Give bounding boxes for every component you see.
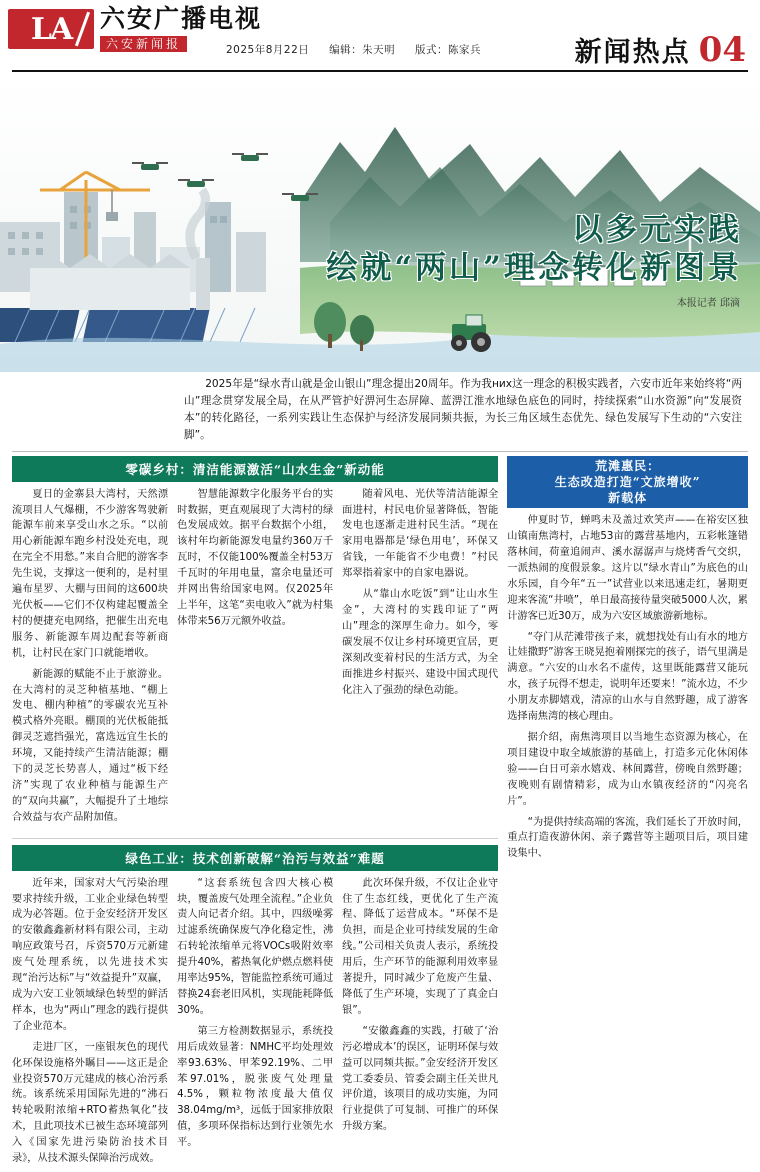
zero-carbon-col-3 [342,487,498,831]
paragraph: “这套系统包含四大核心模块，覆盖废气处理全流程。”企业负责人向记者介绍。其中，四级噪雾过滤系统确保废气净化稳定性，沸石转轮浓缩单元将VOCs吸附效率提升40%，蓄热氧化炉燃点燃料使用率达95%，智能监控系统可通过替换24套老旧风机，实现能耗降低30%。 [177,877,334,1016]
editor-credit: 编辑：朱天明 [329,44,396,56]
paragraph: 第三方检测数据显示，系统投用后成效显著：NMHC平均处理效率93.63%、甲苯92.19%、二甲苯97.01%，脱张废气处理量4.5%，颗粒物浓度最大值仅38.04mg/m³，远低于国家排放限值，多项环保指标达到行业领先水平。 [177,1025,334,1149]
wasteland-header-line-1: 荒滩惠民： [595,458,661,473]
paragraph: 走进厂区，一座银灰色的现代化环保设施格外瞩目——这正是企业投资570万元建成的核心治污系统。该系统采用国际先进的“沸石转轮吸附浓缩+RTO蓄热氧化”技术，且此项技术已被生态环境部列入《国家先进污染防治技术目录》，从技术源头保障治污成效。 [12,1041,169,1165]
paragraph: “为提供持续高端的客流，我们延长了开放时间，重点打造夜游休闲、亲子露营等主题项目后，项目建设集中、 [507,816,748,860]
layout-credit: 版式：陈家兵 [414,44,481,56]
wasteland-body [507,513,748,867]
paragraph: 智慧能源数字化服务平台的实时数据，更直观展现了大湾村的绿色发展成效。据平台数据个小组，该村年均新能源发电量约360万千瓦时，不仅能100%覆盖全村53万千瓦时的年用电量，富余电量还可并网出售给国家电网。仅2025年上半年，这笔“卖电收入”就为村集体带来56万元额外收益。 [177,488,334,627]
headline-line-1: 以多元实践 [572,212,742,248]
logo-slash-decor [75,12,90,47]
paragraph: “夺门从茫滩带孩子来，就想找处有山有水的地方让娃撒野”游客王晓晃抱着刚探完的孩子，语气里满是满意。“六安的山水名不虚传，这里既能露营又能玩水，孩子玩得不想走，说明年还要来！”流水边，不少小朋友赤脚嬉戏，清凉的山水与自然野趣，成了游客选择南焦湾的核心理由。 [507,631,748,723]
hero-illustration [0,72,760,372]
masthead [8,0,752,68]
column-right [507,456,748,1172]
lead-divider [12,451,748,452]
hero-headline [326,212,742,288]
green-industry-col-1 [12,876,168,1172]
column-main [12,456,498,1172]
section-bar-wasteland [507,456,748,509]
headline-line-2: 绘就“两山”理念转化新图景 [326,249,742,286]
section-bar-green-industry: 绿色工业：技术创新破解“治污与效益”难题 [12,845,498,871]
paragraph: 仲夏时节，蝉鸣未及盖过欢笑声——在裕安区独山镇南焦湾村，占地53亩的露营基地内，五彩帐篷错落林间，荷童追闹声、溪水潺潺声与烧烤香气交织，一派热闹的度假景象。这片以“绿水青山”为底色的山水乐园，自今年“五一”试营业以来迅速走红，暑期更迎来客流“井喷”，单日最高接待量突破5000人次，累计游客已近30万，成为六安区域旅游新地标。 [507,515,748,622]
logo-mark-icon [8,9,94,49]
paragraph: 从“靠山水吃饭”到“让山水生金”，大湾村的实践印证了“两山”理念的深厚生命力。如今，零碳发展不仅让乡村环境更宜居，更深刻改变着村民的生活方式，为全面推进乡村振兴、建设中国式现代化注入了强劲的绿色动能。 [342,589,499,696]
section-bar-zero-carbon: 零碳乡村：清洁能源激活“山水生金”新动能 [12,456,498,482]
zero-carbon-col-2 [177,487,333,831]
lead-paragraph: 2025年是“绿水青山就是金山银山”理念提出20周年。作为我них这一理念的积极实践者，六安市近年来始终将“两山”理念贯穿发展全局，在从严管护好淠河生态屏障、蓝淠江淮水地绿色底色的同时，持续探索“山水资源”向“发展资本”的转化路径，一系列实践让生态保护与经济发展同频共振，为长三角区域生态优先、绿色发展写下生动的“六安注脚”。 [184,378,742,442]
paragraph: 新能源的赋能不止于旅游业。在大湾村的灵芝种植基地、“棚上发电、棚内种植”的零碳农光互补模式格外亮眼。棚顶的光伏板能抵御灵芝遮挡强光，富选远宜生长的环境，又能持续产生清洁能源；棚下的灵芝长势喜人，通过“板下经济”实现了农业种植与能源生产的“双向共赢”，大幅提升了土地综合效益与农产品附加值。 [12,668,169,823]
section-divider [12,838,498,839]
article-grid [8,456,752,1172]
section-name: 新闻热点 [574,37,691,68]
green-industry-col-3 [342,876,498,1172]
issue-meta [226,42,497,57]
section-header [575,30,746,70]
publication-logo [8,6,262,52]
paragraph: 夏日的金寨县大湾村，天然漂流项目人气爆棚，不少游客驾驶新能源车前来享受山水之乐。“以前用心新能源车跑乡村没处充电，现在完全不用愁。”来自合肥的游客李先生说，支撑这一便利的，是村里遍布星罗、大棚与田间的这600块光伏板——它们不仅构建起覆盖全村的便捷充电网络，把催生出充电服务、新能源车周边配套等新商机，让村民在家门口就能增收。 [12,488,169,659]
paragraph: 随着风电、光伏等清洁能源全面进村，村民电价显著降低，智能发电也逐渐走进村民生活。“现在家用电器都是‘绿色用电’，环保又省钱，一年能省不少电费！”村民郑翠指着家中的自家电器说。 [342,488,499,580]
wasteland-header-line-2: 生态改造打造“文旅增收” [554,474,701,489]
green-industry-col-2 [177,876,333,1172]
hero-byline: 本报记者 邱滴 [676,298,740,309]
brand-name: 六安广播电视 [100,4,263,33]
zero-carbon-col-1 [12,487,168,831]
zero-carbon-body [12,487,498,831]
wasteland-header-line-3: 新载体 [608,491,648,505]
page-number: 04 [698,30,746,70]
paragraph: 据介绍，南焦湾项目以当地生态资源为核心，在项目建设中取全域旅游的基础上，打造多元化休闲体验——白日可亲水嬉戏、林间露营，傍晚自然野趣；夜晚则有剧情精彩，成为山水镇夜经济的“闪亮名片”。 [507,731,748,807]
green-industry-body [12,876,498,1172]
brand-subtitle: 六安新闻报 [100,36,187,52]
logo-letters: LA [30,11,72,47]
paragraph: 此次环保升级，不仅让企业守住了生态红线，更优化了生产流程、降低了运营成本。“环保不是负担，而是企业可持续发展的生命线。”公司相关负责人表示，系统投用后，生产环节的能源利用效率显著提升，同时减少了危废产生量、降低了生产环境，实现了了真金白银”。 [342,877,499,1016]
paragraph: “安徽鑫鑫的实践，打破了‘治污必增成本’的误区，证明环保与效益可以同频共振。”金安经济开发区党工委委员、管委会副主任关世凡评价道，该项目的成功实施，为同行业提供了可复制、可推广的环保升级方案。 [342,1025,499,1133]
issue-date: 2025年8月22日 [226,44,310,56]
paragraph: 近年来，国家对大气污染治理要求持续升级，工业企业绿色转型成为必答题。位于金安经济开发区的安徽鑫鑫新材料有限公司，主动响应政策号召，斥资570万元新建废气处理系统，以先进技术实现“治污达标”与“效益提升”双赢，成为六安工业领域绿色转型的鲜活样本，也为“两山”理念的践行提供了企业范本。 [12,877,169,1032]
